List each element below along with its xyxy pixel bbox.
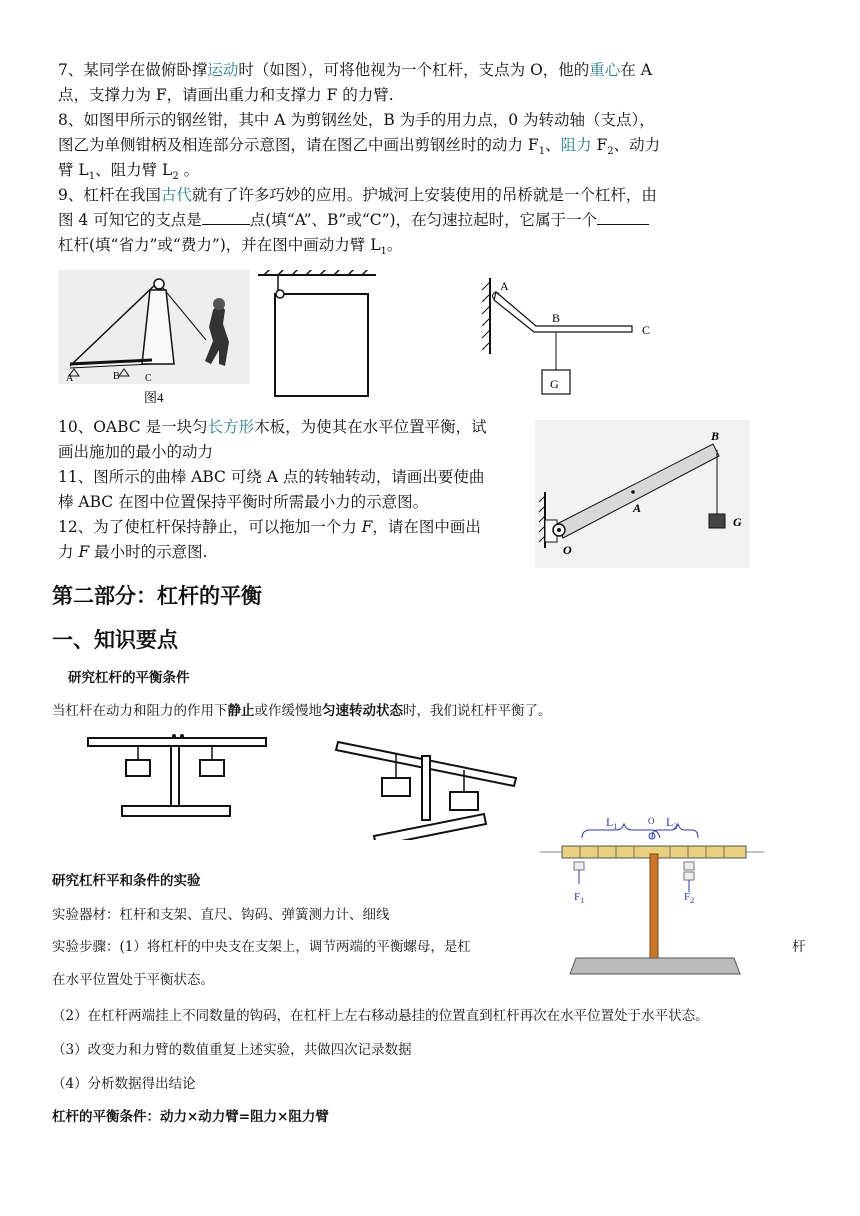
question-10-line-2: 画出施加的最小的动力 [58, 443, 214, 461]
balance-condition-formula: 杠杆的平衡条件：动力×动力臂=阻力×阻力臂 [52, 1109, 329, 1125]
text: 12、为了使杠杆保持静止，可以拖加一个力 [58, 518, 362, 536]
lever-apparatus-figure [540, 814, 765, 980]
link-resistance[interactable]: 阻力 [560, 136, 592, 154]
text: 、阻力臂 L [95, 161, 173, 179]
experiment-step-1-cont: 在水平位置处于平衡状态。 [52, 972, 214, 988]
question-12-line-1 [58, 515, 481, 540]
heading-balance-condition: 研究杠杆的平衡条件 [68, 670, 190, 686]
text: 点(填“A”、B”或“C”)，在匀速拉起时，它属于一个 [249, 211, 598, 229]
question-12-line-2 [58, 540, 208, 565]
text: 当杠杆在动力和阻力的作用下 [52, 703, 228, 719]
apparatus-f1: $F_1$ [574, 891, 585, 905]
question-9-line-1 [58, 183, 657, 208]
text: 时，我们说杠杆平衡了。 [403, 703, 552, 719]
heading-experiment: 研究杠杆平和条件的实验 [52, 873, 201, 889]
link-rectangle[interactable]: 长方形 [207, 418, 255, 436]
apparatus-o: O [648, 816, 655, 826]
experiment-step-3: （3）改变力和力臂的数值重复上述实验，共做四次记录数据 [52, 1042, 412, 1058]
question-7-line-1 [58, 58, 652, 83]
rotated-label-a: A [633, 501, 642, 515]
text: 就有了许多巧妙的应用。护城河上安装使用的吊桥就是一个杠杆，由 [191, 186, 657, 204]
text: 。 [386, 236, 403, 254]
text: 杠杆(填“省力”或“费力”)，并在图中画动力臂 L [58, 236, 381, 254]
text: 时（如图），可将他视为一个杠杆，支点为 O，他的 [238, 61, 590, 79]
experiment-step-1: 实验步骤：(1）将杠杆的中央支在支架上，调节两端的平衡螺母，是杠 [52, 939, 471, 955]
fig4-label-c: C [145, 373, 152, 384]
question-9-line-2 [58, 208, 649, 233]
fig4-caption: 图4 [144, 390, 164, 405]
fig4-label-a: A [66, 373, 74, 384]
text: 在 A [620, 61, 652, 79]
section-subtitle: 一、知识要点 [52, 628, 178, 652]
curved-label-c: C [642, 323, 651, 337]
experiment-step-4: （4）分析数据得出结论 [52, 1076, 196, 1092]
drawbridge-figure [58, 270, 250, 410]
curved-label-b: B [552, 311, 561, 325]
fig4-label-b: B [113, 371, 120, 382]
text: 图 4 可知它的支点是 [58, 211, 202, 229]
subscript: 2 [172, 171, 179, 183]
tilted-lever-figure [334, 726, 524, 840]
curved-label-a: A [500, 279, 509, 293]
question-10-line-1 [58, 415, 487, 440]
text: 图乙为单侧钳柄及相连部分示意图，请在图乙中画出剪钢丝时的动力 F [58, 136, 539, 154]
balanced-lever-figure [86, 726, 270, 822]
experiment-step-2: （2）在杠杆两端挂上不同数量的钩码，在杠杆上左右移动悬挂的位置直到杠杆再次在水平位置处于水平状态。 [52, 1008, 709, 1024]
question-11-line-1: 11、图所示的曲棒 ABC 可绕 A 点的转轴转动，请画出要使曲 [58, 468, 485, 486]
curved-lever-figure [470, 270, 670, 400]
text: 木板，为使其在水平位置平衡，试 [254, 418, 487, 436]
experiment-equipment: 实验器材：杠杆和支架、直尺、钩码、弹簧测力计、细线 [52, 907, 390, 923]
text: 7、某同学在做俯卧撑 [58, 61, 208, 79]
question-8-line-1: 8、如图甲所示的钢丝钳，其中 A 为剪钢丝处，B 为手的用力点，0 为转动轴（支点）， [58, 111, 655, 129]
subscript: 1 [380, 246, 387, 258]
text: 10、OABC 是一块匀 [58, 418, 208, 436]
text: 、动力 [613, 136, 661, 154]
answer-blank-fulcrum[interactable] [202, 209, 250, 225]
bold-text: 匀速转动状态 [322, 703, 403, 719]
subscript: 1 [88, 171, 96, 183]
apparatus-f2: $F_2$ [684, 891, 695, 905]
question-11-line-2: 棒 ABC 在图中位置保持平衡时所需最小力的示意图。 [58, 493, 429, 511]
question-9-line-3 [58, 233, 402, 264]
apparatus-l2: $L_2$ [666, 815, 678, 831]
text: 、 [545, 136, 561, 154]
subscript: 1 [538, 146, 546, 158]
text: 最小时的示意图. [89, 543, 208, 561]
text: 力 [58, 543, 79, 561]
link-center-of-gravity[interactable]: 重心 [589, 61, 621, 79]
force-symbol: F [78, 543, 90, 561]
rotated-label-o: O [563, 543, 572, 557]
bold-text: 静止 [227, 703, 255, 719]
hanging-board-figure [254, 270, 384, 400]
balance-definition [52, 701, 552, 721]
text: 或作缓慢地 [254, 703, 322, 719]
section-title: 第二部分：杠杆的平衡 [52, 584, 262, 608]
text: F [591, 136, 608, 154]
text: 。 [178, 161, 200, 179]
text: 9、杠杆在我国 [58, 186, 161, 204]
apparatus-l1: $L_1$ [606, 815, 618, 831]
text: 臂 L [58, 161, 89, 179]
inclined-lever-figure [535, 420, 750, 568]
link-ancient[interactable]: 古代 [160, 186, 192, 204]
experiment-step-1-end: 杆 [792, 939, 806, 955]
link-motion[interactable]: 运动 [207, 61, 239, 79]
subscript: 2 [607, 146, 614, 158]
curved-label-g: G [550, 377, 559, 391]
force-symbol: F [361, 518, 373, 536]
rotated-label-g: G [733, 515, 742, 529]
answer-blank-lever-type[interactable] [597, 209, 649, 225]
text: ，请在图中画出 [372, 518, 481, 536]
rotated-label-b: B [711, 429, 720, 443]
question-7-line-2: 点，支撑力为 F，请画出重力和支撑力 F 的力臂. [58, 86, 394, 104]
